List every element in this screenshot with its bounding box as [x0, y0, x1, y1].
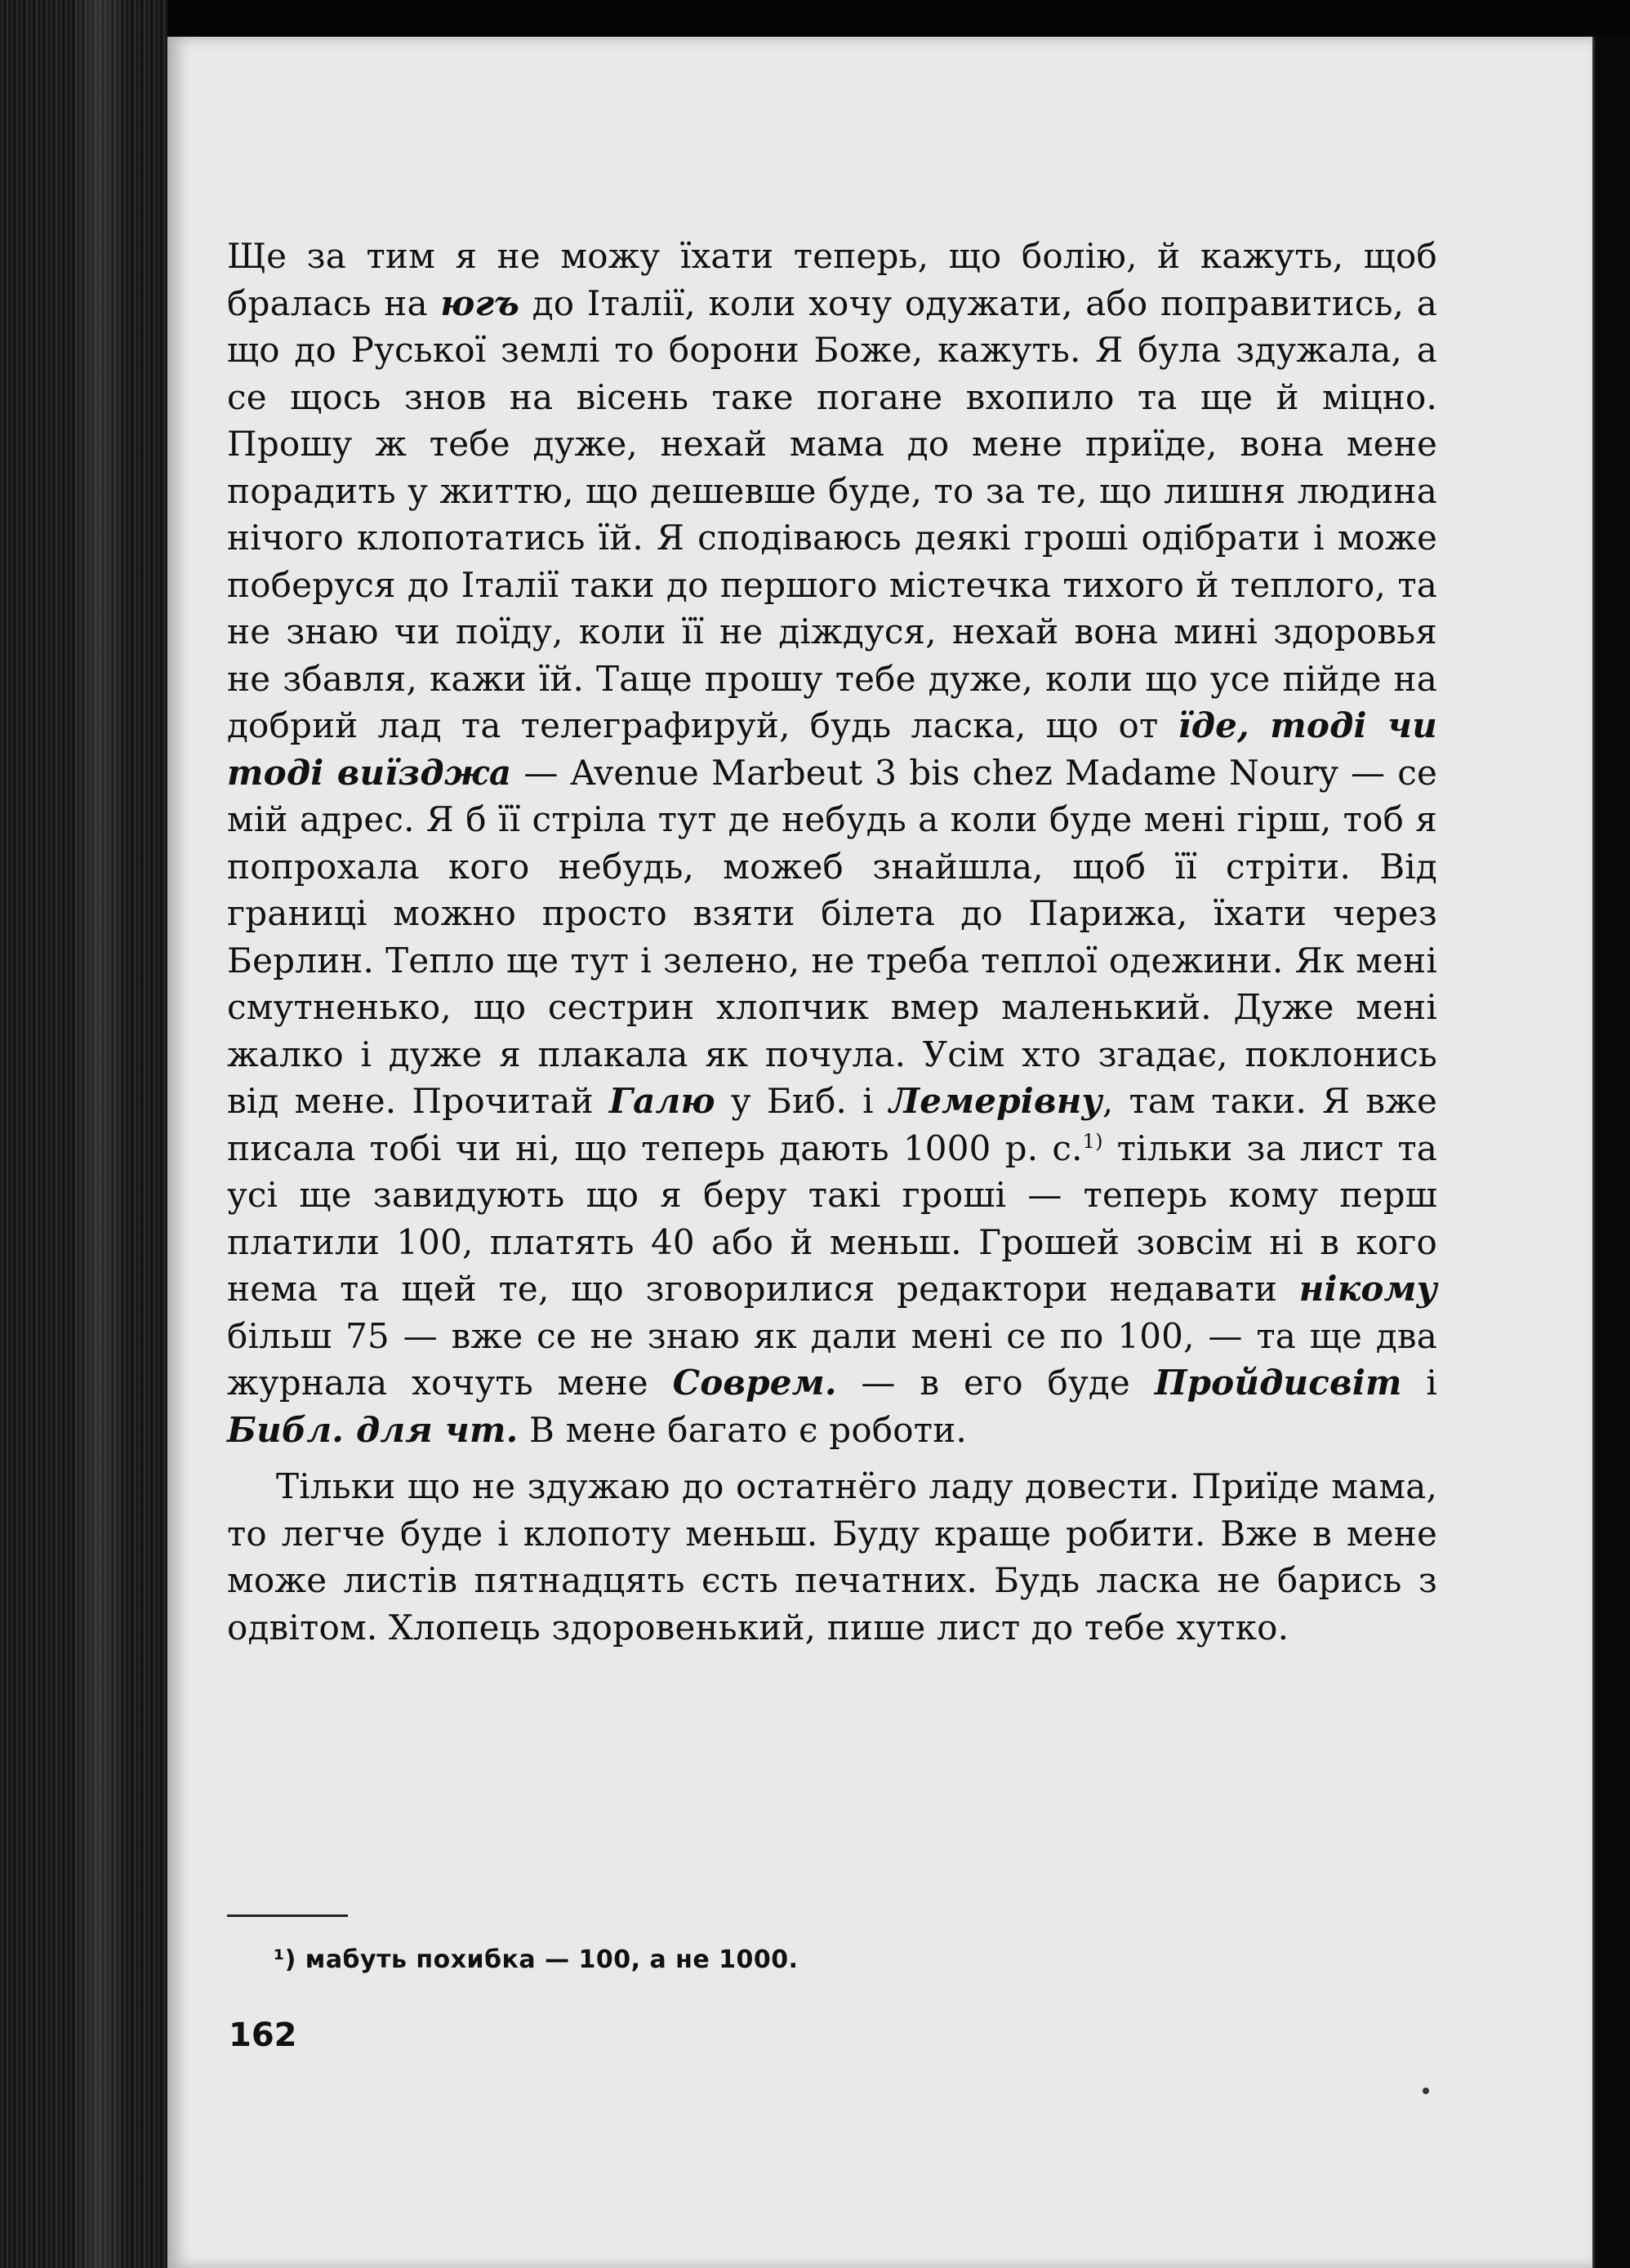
letter-text [227, 233, 1437, 1651]
text-run: Тільки що не здужаю до остатнёго ладу довести. Приїде мама, то легче буде і клопоту меньш. Буду краще робити. Вже в мене може листів пятнадцять єсть печатних. Будь ласка не барись з одвітом. Хлопець здоровенький, пише лист до тебе хутко. [227, 1466, 1437, 1648]
footnote-divider [227, 1914, 348, 1917]
text-run: і [1401, 1363, 1438, 1403]
text-run: до Італії, коли хочу одужати, або поправитись, а що до Руської землі то борони Боже, кажуть. Я була здужала, а се щось знов на вісень таке погане вхопило та ще й міцно. Прошу ж тебе дуже, нехай мама до мене приїде, вона мене порадить у життю, що дешевше буде, то за те, що лишня людина нічого клопотатись їй. Я сподіваюсь деякі гроші одібрати і може поберуся до Італії таки до першого містечка тихого й теплого, та не знаю чи поїду, коли її не діждуся, нехай вона мині здоровья не збавля, кажи їй. Таще прошу тебе дуже, коли що усе пійде на добрий лад та телеграфируй, будь ласка, що от [227, 282, 1437, 745]
scan-speck [1423, 2088, 1429, 2094]
footnote: ¹) мабуть похибка — 100, а не 1000. [274, 1946, 799, 1974]
text-run: Ще за тим я не можу їхати теперь, що болію, й кажуть, щоб бралась на [227, 236, 1437, 323]
text-run: В мене багато є роботи. [518, 1409, 967, 1450]
text-run: тільки за лист та усі ще завидують що я беру такі гроші — теперь кому перш платили 100, платять 40 або й меньш. Грошей зовсім ні в кого нема та щей те, що зговорилися редактори недавати [227, 1127, 1437, 1309]
emphasized-text: Галю [608, 1081, 715, 1121]
emphasized-text: нікому [1298, 1269, 1437, 1309]
text-run: у Биб. і [715, 1081, 889, 1121]
text-run: — в его буде [836, 1363, 1155, 1403]
emphasized-text: Библ. для чт. [227, 1409, 519, 1450]
emphasized-text: Лемерівну [888, 1081, 1102, 1121]
page-number: 162 [229, 2017, 297, 2054]
emphasized-text: Соврем. [672, 1363, 837, 1403]
text-run: , там таки. Я вже писала тобі чи ні, що теперь дають 1000 р. с. [227, 1081, 1438, 1168]
footnote-marker: 1) [1082, 1129, 1103, 1153]
emphasized-text: Пройдисвіт [1154, 1363, 1402, 1403]
binding-highlight [75, 0, 124, 2268]
paragraph-1 [227, 233, 1437, 1453]
emphasized-text: югъ [440, 282, 520, 323]
emphasized-text: їде, тоді чи тоді виїзджа [227, 705, 1437, 793]
paragraph-2 [227, 1463, 1437, 1651]
text-run: — Avenue Marbeut 3 bis chez Madame Noury — се мій адрес. Я б її стріла тут де небудь а коли буде мені гірш, тоб я попрохала кого небудь, можеб знайшла, щоб її стріти. Від границі можно просто взяти білета до Парижа, їхати через Берлин. Тепло ще тут і зелено, не треба теплої одежини. Як мені смутненько, що сестрин хлопчик вмер маленький. Дуже мені жалко і дуже я плакала як почула. Усім хто згадає, поклонись від мене. Прочитай [227, 752, 1438, 1121]
text-run: більш 75 — вже се не знаю як дали мені се по 100, — та ще два журнала хочуть мене [227, 1315, 1437, 1403]
page-right-edge [1592, 37, 1630, 2268]
